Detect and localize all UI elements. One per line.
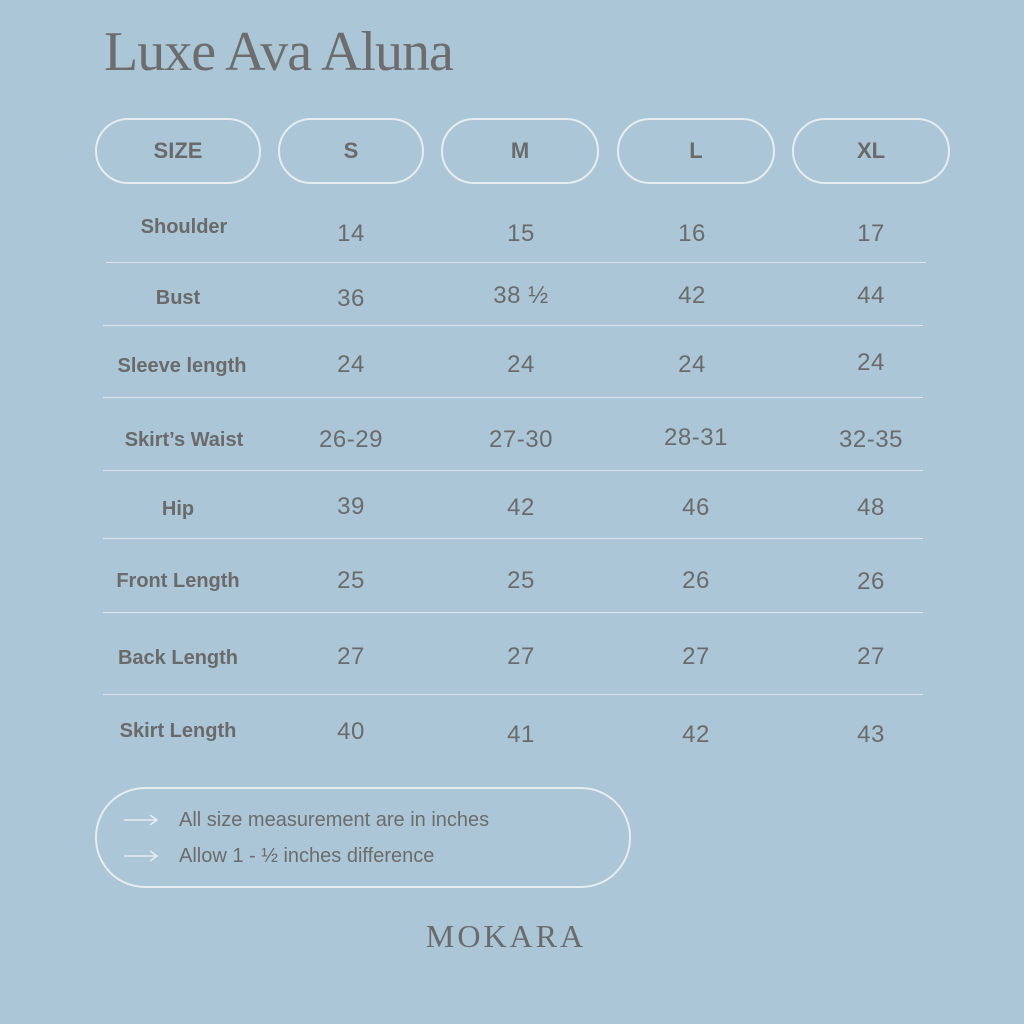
note-item bbox=[123, 809, 489, 831]
cell-bust-m: 38 ½ bbox=[493, 282, 549, 309]
cell-skirt-m: 41 bbox=[507, 721, 535, 748]
row-label-bust: Bust bbox=[155, 287, 201, 309]
cell-hip-l: 46 bbox=[682, 494, 710, 521]
brand-name: MOKARA bbox=[425, 918, 587, 954]
cell-bust-xl: 44 bbox=[857, 282, 885, 309]
header-size-s: S bbox=[278, 118, 424, 184]
cell-hip-m: 42 bbox=[507, 494, 535, 521]
row-divider bbox=[106, 262, 926, 263]
cell-hip-xl: 48 bbox=[857, 494, 885, 521]
row-label-shoulder: Shoulder bbox=[140, 216, 228, 238]
cell-front-m: 25 bbox=[507, 567, 535, 594]
row-label-front-length: Front Length bbox=[116, 570, 240, 592]
cell-waist-m: 27-30 bbox=[489, 426, 553, 453]
cell-waist-s: 26-29 bbox=[319, 426, 383, 453]
note-text: All size measurement are in inches bbox=[179, 808, 490, 831]
cell-front-l: 26 bbox=[682, 567, 710, 594]
header-size-l: L bbox=[617, 118, 775, 184]
row-divider bbox=[103, 694, 923, 695]
row-divider bbox=[103, 612, 923, 613]
row-divider bbox=[103, 397, 923, 398]
cell-bust-s: 36 bbox=[337, 285, 365, 312]
row-divider bbox=[103, 538, 923, 539]
cell-shoulder-xl: 17 bbox=[857, 220, 885, 247]
row-label-skirt-length: Skirt Length bbox=[119, 720, 237, 742]
cell-waist-l: 28-31 bbox=[664, 424, 728, 451]
row-label-skirt-waist: Skirt’s Waist bbox=[124, 429, 244, 451]
notes-box bbox=[95, 787, 631, 888]
header-size-m: M bbox=[441, 118, 599, 184]
cell-shoulder-s: 14 bbox=[337, 220, 365, 247]
arrow-right-icon bbox=[123, 813, 159, 827]
cell-front-s: 25 bbox=[337, 567, 365, 594]
cell-hip-s: 39 bbox=[337, 493, 365, 520]
cell-waist-xl: 32-35 bbox=[839, 426, 903, 453]
cell-sleeve-xl: 24 bbox=[857, 349, 885, 376]
cell-back-m: 27 bbox=[507, 643, 535, 670]
cell-shoulder-l: 16 bbox=[678, 220, 706, 247]
header-size-label: SIZE bbox=[95, 118, 261, 184]
row-divider bbox=[103, 325, 923, 326]
cell-sleeve-l: 24 bbox=[678, 351, 706, 378]
header-size-xl: XL bbox=[792, 118, 950, 184]
cell-front-xl: 26 bbox=[857, 568, 885, 595]
cell-skirt-xl: 43 bbox=[857, 721, 885, 748]
row-divider bbox=[103, 470, 923, 471]
row-label-sleeve-length: Sleeve length bbox=[117, 355, 247, 377]
page-title: Luxe Ava Aluna bbox=[104, 21, 453, 83]
cell-skirt-s: 40 bbox=[337, 718, 365, 745]
cell-back-l: 27 bbox=[682, 643, 710, 670]
arrow-right-icon bbox=[123, 849, 159, 863]
note-text: Allow 1 - ½ inches difference bbox=[179, 844, 435, 867]
cell-sleeve-s: 24 bbox=[337, 351, 365, 378]
cell-bust-l: 42 bbox=[678, 282, 706, 309]
cell-back-xl: 27 bbox=[857, 643, 885, 670]
cell-shoulder-m: 15 bbox=[507, 220, 535, 247]
row-label-back-length: Back Length bbox=[117, 647, 239, 669]
cell-back-s: 27 bbox=[337, 643, 365, 670]
row-label-hip: Hip bbox=[161, 498, 195, 520]
cell-skirt-l: 42 bbox=[682, 721, 710, 748]
cell-sleeve-m: 24 bbox=[507, 351, 535, 378]
note-item bbox=[123, 845, 434, 867]
